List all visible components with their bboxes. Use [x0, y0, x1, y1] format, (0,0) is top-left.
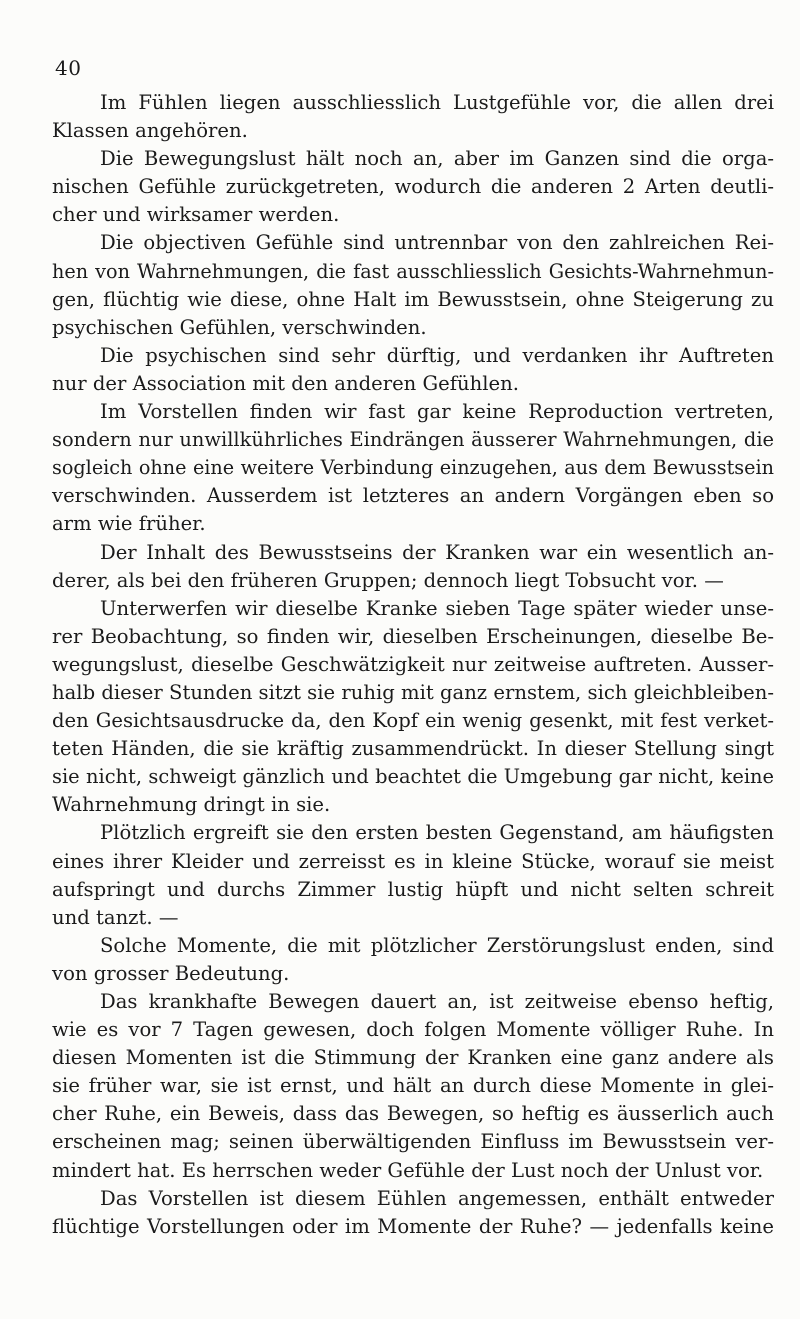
body-text [52, 89, 774, 1241]
text-line: Wahrnehmung dringt in sie. [52, 793, 331, 817]
text-line: rer Beobachtung, so finden wir, dieselben Erscheinungen, dieselbe Be- [52, 624, 774, 648]
text-line: Plötzlich ergreift sie den ersten besten Gegenstand, am häufigsten [100, 821, 774, 845]
page-number: 40 [55, 56, 82, 80]
text-line: Unterwerfen wir dieselbe Kranke sieben Tage später wieder unse- [100, 596, 774, 620]
text-line: Die objectiven Gefühle sind untrennbar von den zahlreichen Rei- [100, 231, 774, 255]
text-line: Solche Momente, die mit plötzlicher Zerstörungslust enden, sind [100, 933, 774, 957]
text-line: Die psychischen sind sehr dürftig, und verdanken ihr Auftreten [100, 343, 774, 367]
text-line: nischen Gefühle zurückgetreten, wodurch die anderen 2 Arten deutli- [52, 175, 774, 199]
text-line: sondern nur unwillkührliches Eindrängen äusserer Wahrnehmungen, die [52, 428, 774, 452]
text-line: wie es vor 7 Tagen gewesen, doch folgen Momente völliger Ruhe. In [52, 1018, 774, 1042]
text-line: eines ihrer Kleider und zerreisst es in kleine Stücke, worauf sie meist [52, 849, 774, 873]
text-line: cher und wirksamer werden. [52, 203, 340, 227]
text-line: sie nicht, schweigt gänzlich und beachtet die Umgebung gar nicht, keine [52, 765, 774, 789]
text-line: diesen Momenten ist die Stimmung der Kranken eine ganz andere als [52, 1046, 774, 1070]
text-line: nur der Association mit den anderen Gefühlen. [52, 371, 519, 395]
text-line: wegungslust, dieselbe Geschwätzigkeit nur zeitweise auftreten. Ausser- [52, 652, 774, 676]
text-line: sie früher war, sie ist ernst, und hält an durch diese Momente in glei- [52, 1074, 774, 1098]
text-line: gen, flüchtig wie diese, ohne Halt im Bewusstsein, ohne Steigerung zu [52, 287, 774, 311]
text-line: und tanzt. — [52, 905, 179, 929]
text-line: halb dieser Stunden sitzt sie ruhig mit ganz ernstem, sich gleichbleiben- [52, 680, 774, 704]
text-line: verschwinden. Ausserdem ist letzteres an andern Vorgängen eben so [52, 484, 774, 508]
text-line: Das krankhafte Bewegen dauert an, ist zeitweise ebenso heftig, [100, 990, 774, 1013]
text-line: Der Inhalt des Bewusstseins der Kranken war ein wesentlich an- [100, 540, 774, 564]
text-line: von grosser Bedeutung. [52, 961, 290, 985]
text-line: Klassen angehören. [52, 119, 248, 143]
text-line: den Gesichtsausdrucke da, den Kopf ein wenig gesenkt, mit fest verket- [52, 709, 774, 733]
text-line: psychischen Gefühlen, verschwinden. [52, 315, 427, 339]
text-line: mindert hat. Es herrschen weder Gefühle der Lust noch der Unlust vor. [52, 1158, 764, 1182]
text-line: Im Vorstellen finden wir fast gar keine Reproduction vertreten, [100, 400, 774, 424]
text-line: hen von Wahrnehmungen, die fast ausschliesslich Gesichts-Wahrnehmun- [52, 259, 774, 283]
text-line: arm wie früher. [52, 512, 206, 536]
text-line: cher Ruhe, ein Beweis, dass das Bewegen, so heftig es äusserlich auch [52, 1102, 774, 1126]
text-line: teten Händen, die sie kräftig zusammendrückt. In dieser Stellung singt [52, 737, 774, 761]
text-line: erscheinen mag; seinen überwältigenden Einfluss im Bewusstsein ver- [52, 1130, 774, 1154]
text-line: aufspringt und durchs Zimmer lustig hüpft und nicht selten schreit [52, 877, 774, 901]
text-line: Die Bewegungslust hält noch an, aber im Ganzen sind die orga- [100, 147, 774, 171]
text-line: flüchtige Vorstellungen oder im Momente der Ruhe? — jedenfalls keine [52, 1214, 774, 1238]
text-line: derer, als bei den früheren Gruppen; dennoch liegt Tobsucht vor. — [52, 568, 724, 592]
text-line: Das Vorstellen ist diesem Eühlen angemessen, enthält entweder [100, 1186, 774, 1210]
text-line: sogleich ohne eine weitere Verbindung einzugehen, aus dem Bewusstsein [52, 456, 774, 480]
text-line: Im Fühlen liegen ausschliesslich Lustgefühle vor, die allen drei [100, 91, 774, 114]
